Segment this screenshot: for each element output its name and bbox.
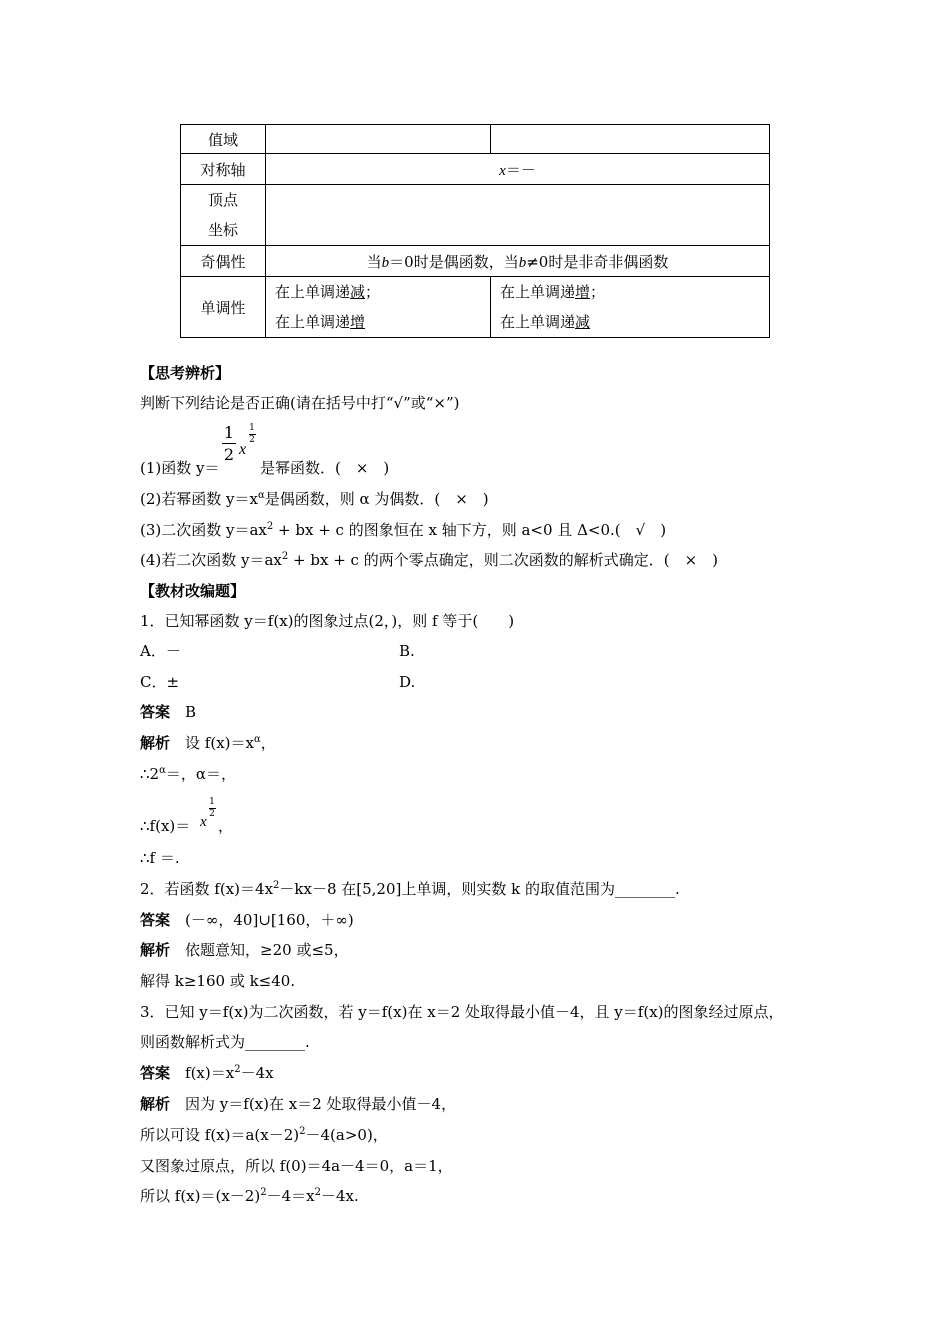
problem-3-question-2: 则函数解析式为________. [140,1033,310,1051]
axis-expr: ＝－ [505,160,536,179]
exponent-numerator: 1 [249,423,255,433]
problem-3-explanation-3: 又图象过原点，所以 f(0)＝4a－4＝0，a＝1， [140,1157,453,1175]
problem-1-explanation-1: 解析 设 $f(x)=x^\alpha$， [140,734,276,752]
axis-var: x [499,162,506,179]
row-header-monotonic: 单调性 [181,277,266,338]
exponent-numerator-2: 1 [209,797,215,807]
section-title-think: 【思考辨析】 [140,364,231,382]
table-row [181,154,770,185]
problem-3-explanation-2: 所以可设 $f(x)=a(x-2)^2-4(a>0)$， [140,1126,388,1144]
power-base-x-2: x [200,814,207,830]
vertex-header-line2: 坐标 [207,221,238,239]
row-header-range: 值域 [181,125,266,154]
monotonic-b-line1: 在上单调递增； [500,283,606,301]
monotonic-b-line2: 在上单调递减 [500,313,591,331]
problem-3-explanation-4: 所以 $f(x)=(x-2)^2-4=x^2-4x$. [140,1187,359,1205]
problem-3-answer: 答案 $f(x)=x^2-4x$ [140,1064,274,1082]
think-q3: (3)二次函数 $y=ax^2$ + bx + c 的图象恒在 x 轴下方，则 a<0 且 Δ<0.( √ ) [140,521,667,539]
monotonic-a-line2: 在上单调递增 [275,313,366,331]
monotonic-cell-a [266,277,491,338]
monotonic-cell-b [491,277,770,338]
problem-1-question: 1．已知幂函数 y＝f(x)的图象过点(2，)，则 f 等于( ) [140,612,515,630]
range-cell-a [266,125,491,154]
vertex-cell [266,185,770,246]
axis-cell [266,154,770,185]
parity-text-2: ＝0时是偶函数，当 [389,252,519,271]
problem-1-explanation-3-post: ， [218,817,234,835]
section-title-textbook: 【教材改编题】 [140,582,246,600]
table-row [181,125,770,154]
think-q4: (4)若二次函数 $y=ax^2$ + bx + c 的两个零点确定，则二次函数的解析式确定．( × ) [140,551,718,569]
problem-1-option-b: B. [399,642,415,660]
fraction-numerator: 1 [223,423,235,442]
problem-1-option-c: C．± [140,673,180,691]
row-header-axis: 对称轴 [181,154,266,185]
think-q1-post: 是幂函数．( × ) [260,459,390,477]
table-row [181,185,770,246]
problem-1-explanation-4: ∴f ＝. [140,849,180,867]
problem-2-explanation: 解析 依题意知，≥20 或≤5， [140,941,349,959]
problem-1-explanation-2: $\therefore 2^\alpha=$，α＝， [140,765,236,783]
table-row [181,277,770,338]
exponent-denominator-2: 2 [209,809,215,819]
think-q2: (2)若幂函数 $y=x^\alpha$是偶函数，则 α 为偶数．( × ) [140,490,489,508]
power-base-x: x [239,441,247,458]
problem-2-answer: 答案 (－∞，40]∪[160，＋∞) [140,911,354,929]
range-cell-b [491,125,770,154]
problem-1-option-d: D. [399,673,416,691]
parity-var-2: b [518,254,527,271]
problem-2-question: 2．若函数 $f(x)=4x^2-kx-8$ 在[5,20]上单调，则实数 k 的取值范围为________. [140,880,680,898]
parity-var-1: b [381,254,390,271]
exponent-denominator: 2 [249,435,255,445]
problem-3-explanation-1: 解析 因为 y＝f(x)在 x＝2 处取得最小值－4， [140,1095,457,1113]
fraction-bar [222,443,236,444]
fraction-denominator: 2 [223,445,235,464]
problem-3-question-1: 3．已知 y＝f(x)为二次函数，若 y＝f(x)在 x＝2 处取得最小值－4，且 y＝f(x)的图象经过原点， [140,1003,784,1021]
table-row [181,246,770,277]
parity-text-1: 当 [366,252,382,271]
row-header-vertex [181,185,266,246]
think-intro: 判断下列结论是否正确(请在括号中打“√”或“×”) [140,394,460,412]
parity-cell [266,246,770,277]
properties-table [180,124,770,338]
monotonic-a-line1: 在上单调递减； [275,283,381,301]
vertex-header-line1: 顶点 [207,191,238,209]
row-header-parity: 奇偶性 [181,246,266,277]
problem-1-answer: 答案 B [140,703,197,721]
problem-1-explanation-3-pre: ∴f(x)＝ [140,817,191,835]
think-q1-pre: (1)函数 y＝ [140,459,220,477]
parity-text-3: ≠0时是非奇非偶函数 [526,252,669,271]
problem-2-explanation-2: 解得 k≥160 或 k≤40. [140,972,296,990]
problem-1-option-a: A．－ [140,642,181,660]
